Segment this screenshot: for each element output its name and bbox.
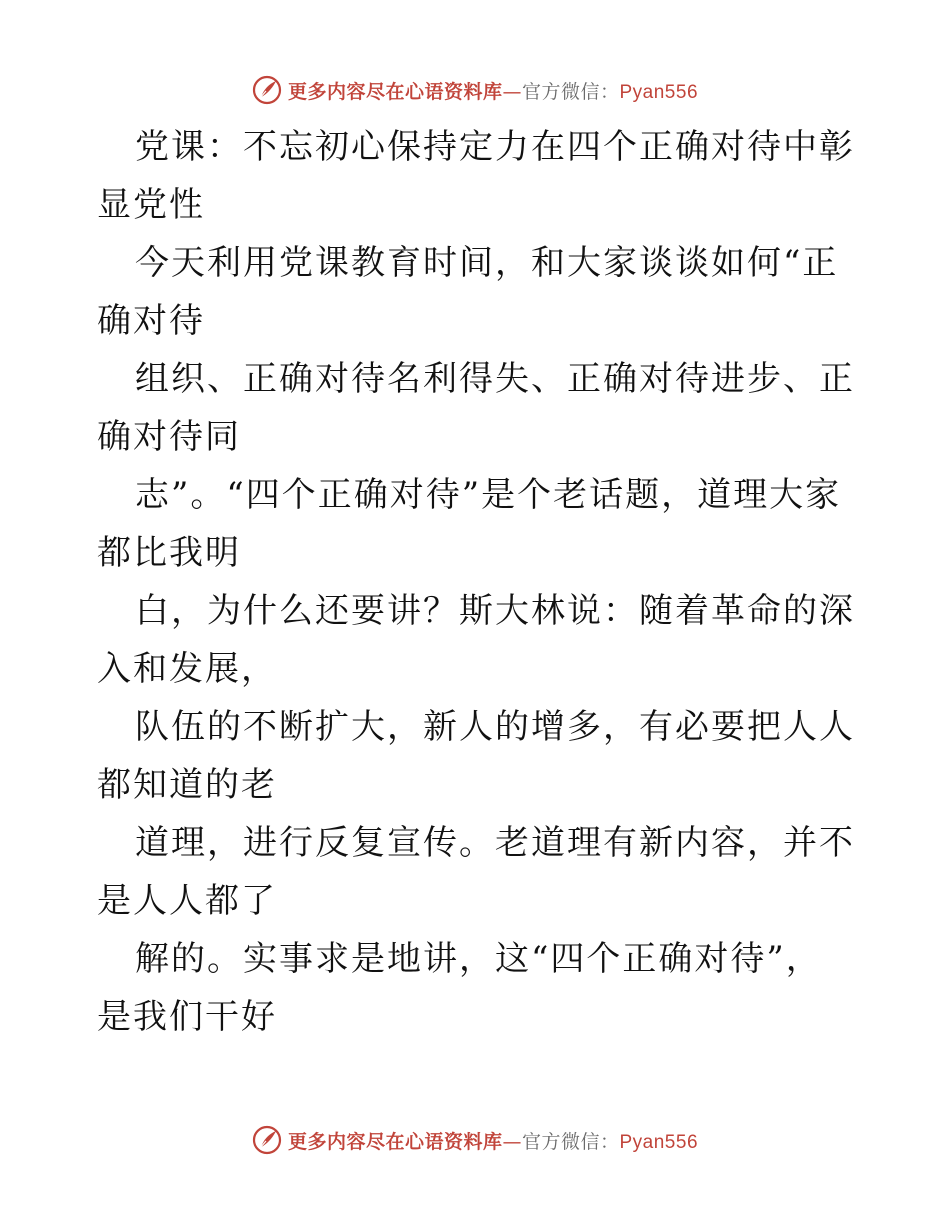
banner-wechat-label: 官方微信： (521, 80, 620, 103)
banner-wechat-id: Pyan556 (619, 1131, 699, 1153)
paragraph: 队伍的不断扩大，新人的增多，有必要把人人都知道的老 (97, 707, 855, 805)
header-banner (0, 70, 950, 110)
banner-main-text: 更多内容尽在心语资料库 (287, 1130, 503, 1153)
banner-text (288, 1127, 698, 1154)
banner-separator: — (502, 80, 522, 103)
document-body (97, 118, 857, 1046)
paragraph-title: 党课：不忘初心保持定力在四个正确对待中彰显党性 (97, 127, 855, 225)
paragraph: 道理，进行反复宣传。老道理有新内容，并不是人人都了 (97, 823, 855, 921)
banner-separator: — (502, 1130, 522, 1153)
banner-wechat-label: 官方微信： (521, 1130, 620, 1153)
paragraph: 白，为什么还要讲？斯大林说：随着革命的深入和发展， (97, 591, 855, 689)
paragraph: 志”。“四个正确对待”是个老话题，道理大家都比我明 (97, 475, 842, 573)
paragraph: 组织、正确对待名利得失、正确对待进步、正确对待同 (97, 359, 855, 457)
feather-pen-icon (252, 1125, 282, 1155)
footer-banner (0, 1120, 950, 1160)
feather-pen-icon (252, 75, 282, 105)
banner-wechat-id: Pyan556 (619, 81, 699, 103)
paragraph: 今天利用党课教育时间，和大家谈谈如何“正确对待 (97, 243, 839, 341)
paragraph: 解的。实事求是地讲，这“四个正确对待”，是我们干好 (97, 939, 822, 1037)
banner-text (288, 77, 698, 104)
banner-main-text: 更多内容尽在心语资料库 (287, 80, 503, 103)
